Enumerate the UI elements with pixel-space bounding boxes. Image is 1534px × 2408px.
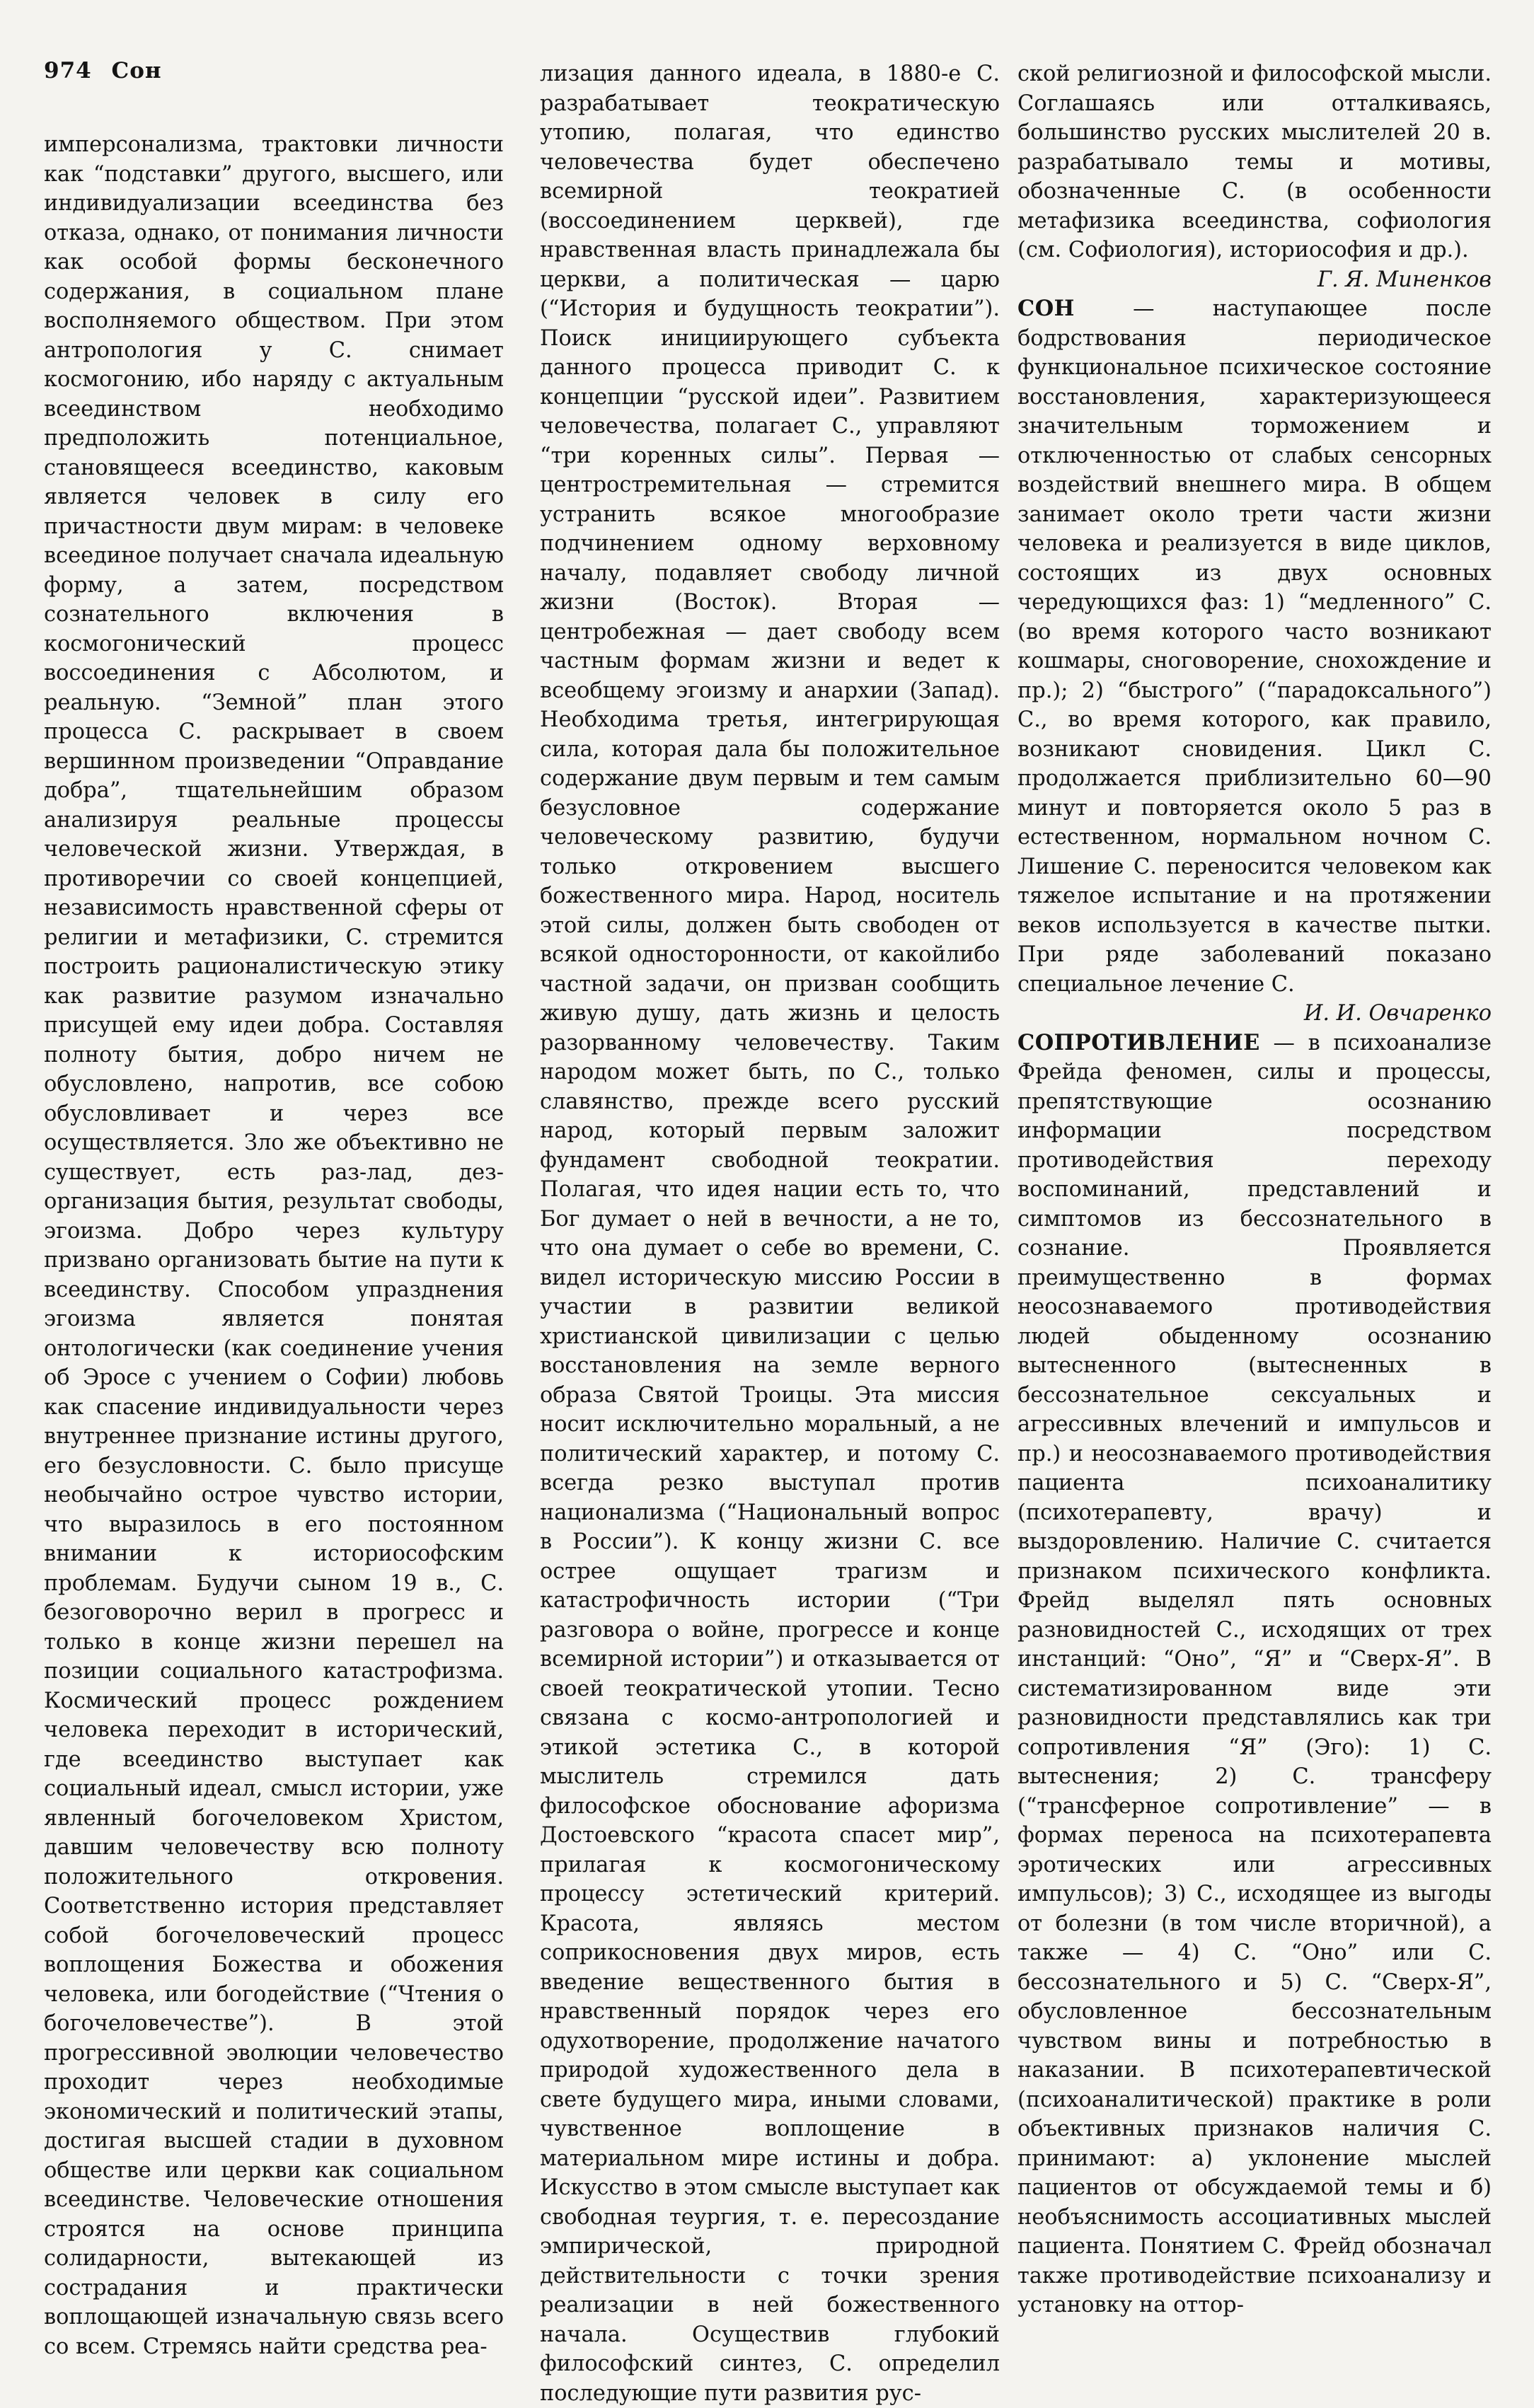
entry-text-resistance: — в психоанализе Фрейда феномен, силы и процессы, препятствующие осознанию информации посредством противодействия переходу воспоминаний, представлений и симптомов из бессознательного в сознание. Проявляется преимущественно в формах неосознаваемого противодействия людей обыденному осознанию вытесненного (вытесненных в бессознательное сексуальных и агрессивных влечений и импульсов и пр.) и неосознаваемого противодействия пациента психоаналитику (психотерапевту, врачу) и выздоровлению. Наличие С. считается признаком психического конфликта. Фрейд выделял пять основных разновидностей С., исходящих от трех инстанций: “Оно”, “Я” и “Сверх-Я”. В систематизированном виде эти разновидности представлялись как три сопротивления “Я” (Эго): 1) С. вытеснения; 2) С. трансферу (“трансферное сопротивление” — в формах переноса на психотерапевта эротических или агрессивных импульсов); 3) С., исходящее из выгоды от болезни (в том числе вторичной), а также — 4) С. “Оно” или С. бессознательного и 5) С. “Сверх-Я”, обусловленное бессознательным чувством вины и потребностью в наказании. В психотерапевтической (психоаналитической) практике в роли объективных признаков наличия С. принимают: а) уклонение мыслей пациентов от обсуждаемой темы и б) необъяснимость ассоциативных мыслей пациента. Понятием С. Фрейд обозначал также противодействие психоанализу и установку на оттор- xyxy=(1017,1030,1492,2317)
entry-resistance xyxy=(1017,1029,1492,2320)
column-2-text: лизация данного идеала, в 1880-е С. разрабатывает теократическую утопию, полагая, что единство человечества будет обеспечено всемирной теократией (воссоединением церквей), где нравственная власть принадлежала бы церкви, а политическая — царю (“История и будущность теократии”). Поиск инициирующего субъекта данного процесса приводит С. к концепции “русской идеи”. Развитием человечества, полагает С., управляют “три коренных силы”. Первая — центростремительная — стремится устранить всякое многообразие подчинением одному верховному началу, подавляет свободу личной жизни (Восток). Вторая — центробежная — дает свободу всем частным формам жизни и ведет к всеобщему эгоизму и анархии (Запад). Необходима третья, интегрирующая сила, которая дала бы положительное содержание двум первым и тем самым безусловное содержание человеческому развитию, будучи только откровением высшего божественного мира. Народ, носитель этой силы, должен быть свободен от всякой односторонности, от какойлибо частной задачи, он призван сообщить живую душу, дать жизнь и целость разорванному человечеству. Таким народом может быть, по С., только славянство, прежде всего русский народ, который первым заложит фундамент свободной теократии. Полагая, что идея нации есть то, что Бог думает о ней в вечности, а не то, что она думает о себе во времени, С. видел историческую миссию России в участии в развитии великой христианской цивилизации с целью восстановления на земле верного образа Святой Троицы. Эта миссия носит исключительно моральный, а не политический характер, и потому С. всегда резко выступал против национализма (“Национальный вопрос в России”). К концу жизни С. все острее ощущает трагизм и катастрофичность истории (“Три разговора о войне, прогрессе и конце всемирной истории”) и отказывается от своей теократической утопии. Тесно связана с космо-антропологией и этикой эстетика С., в которой мыслитель стремился дать философское обоснование афоризма Достоевского “красота спасет мир”, прилагая к космогоническому процессу эстетический критерий. Красота, являясь местом соприкосновения двух миров, есть введение вещественного бытия в нравственный порядок через его одухотворение, продолжение начатого природой художественного дела в свете будущего мира, иными словами, чувственное воплощение в материальном мире истины и добра. Искусство в этом смысле выступает как свободная теургия, т. е. пересоздание эмпирической, природной действительности с точки зрения реализации в ней божественного начала. Осуществив глубокий философский синтез, С. определил последующие пути развития рус- xyxy=(540,62,1000,2406)
entry-term-resistance: СОПРОТИВЛЕНИЕ xyxy=(1017,1029,1260,1055)
entry-text-son: — наступающее после бодрствования периодическое функциональное психическое состояние восстановления, характеризующееся значительным торможением и отключенностью от слабых сенсорных воздействий внешнего мира. В общем занимает около трети части жизни человека и реализуется в виде циклов, состоящих из двух основных чередующихся фаз: 1) “медленного” С. (во время которого часто возникают кошмары, сноговорение, снохождение и пр.); 2) “быстрого” (“парадоксального”) С., во время которого, как правило, возникают сновидения. Цикл С. продолжается приблизительно 60—90 минут и повторяется около 5 раз в естественном, нормальном ночном С. Лишение С. переносится человеком как тяжелое испытание и на протяжении веков используется в качестве пытки. При ряде заболеваний показано специальное лечение С. xyxy=(1017,296,1492,997)
running-head xyxy=(44,58,162,83)
entry-son xyxy=(1017,294,1492,999)
page-number: 974 xyxy=(44,58,92,83)
text-column-2 xyxy=(540,59,1000,2408)
text-column-3 xyxy=(1017,59,1492,2320)
author-signature-ovcharenko: И. И. Овчаренко xyxy=(1303,1001,1492,1026)
column-3-intro-text: ской религиозной и философской мысли. Соглашаясь или отталкиваясь, большинство русских мыслителей 20 в. разрабатывало темы и мотивы, обозначенные С. (в особенности метафизика всеединства, софиология (см. Софиология), историософия и др.). xyxy=(1017,62,1492,262)
entry-term-son: СОН xyxy=(1017,296,1075,321)
column-1-text: имперсонализма, трактовки личности как “подставки” другого, высшего, или индивидуализации всеединства без отказа, однако, от понимания личности как особой формы бесконечного содержания, в социальном плане восполняемого обществом. При этом антропология у С. снимает космогонию, ибо наряду с актуальным всеединством необходимо предположить потенциальное, становящееся всеединство, каковым является человек в силу его причастности двум мирам: в человеке всеединое получает сначала идеальную форму, а затем, посредством сознательного включения в космогонический процесс воссоединения с Абсолютом, и реальную. “Земной” план этого процесса С. раскрывает в своем вершинном произведении “Оправдание добра”, тщательнейшим образом анализируя реальные процессы человеческой жизни. Утверждая, в противоречии со своей концепцией, независимость нравственной сферы от религии и метафизики, С. стремится построить рационалистическую этику как развитие разумом изначально присущей ему идеи добра. Составляя полноту бытия, добро ничем не обусловлено, напротив, все собою обусловливает и через все осуществляется. Зло же объективно не существует, есть раз-лад, дез-организация бытия, результат свободы, эгоизма. Добро через культуру призвано организовать бытие на пути к всеединству. Способом упразднения эгоизма является понятая онтологически (как соединение учения об Эросе с учением о Софии) любовь как спасение индивидуальности через внутреннее признание истины другого, его безусловности. С. было присуще необычайно острое чувство истории, что выразилось в его постоянном внимании к историософским проблемам. Будучи сыном 19 в., С. безоговорочно верил в прогресс и только в конце жизни перешел на позиции социального катастрофизма. Космический процесс рождением человека переходит в исторический, где всеединство выступает как социальный идеал, смысл истории, уже явленный богочеловеком Христом, давшим человечеству всю полноту положительного откровения. Соответственно история представляет собой богочеловеческий процесс воплощения Божества и обожения человека, или богодействие (“Чтения о богочеловечестве”). В этой прогрессивной эволюции человечество проходит через необходимые экономический и политический этапы, достигая высшей стадии в духовном обществе или церкви как социальном всеединстве. Человеческие отношения строятся на основе принципа солидарности, вытекающей из сострадания и практически воплощающей изначальную связь всего со всем. Стремясь найти средства реа- xyxy=(44,132,504,2359)
author-signature-minenkov: Г. Я. Миненков xyxy=(1317,267,1492,292)
text-column-1 xyxy=(44,130,504,2361)
running-title: Сон xyxy=(111,58,162,83)
